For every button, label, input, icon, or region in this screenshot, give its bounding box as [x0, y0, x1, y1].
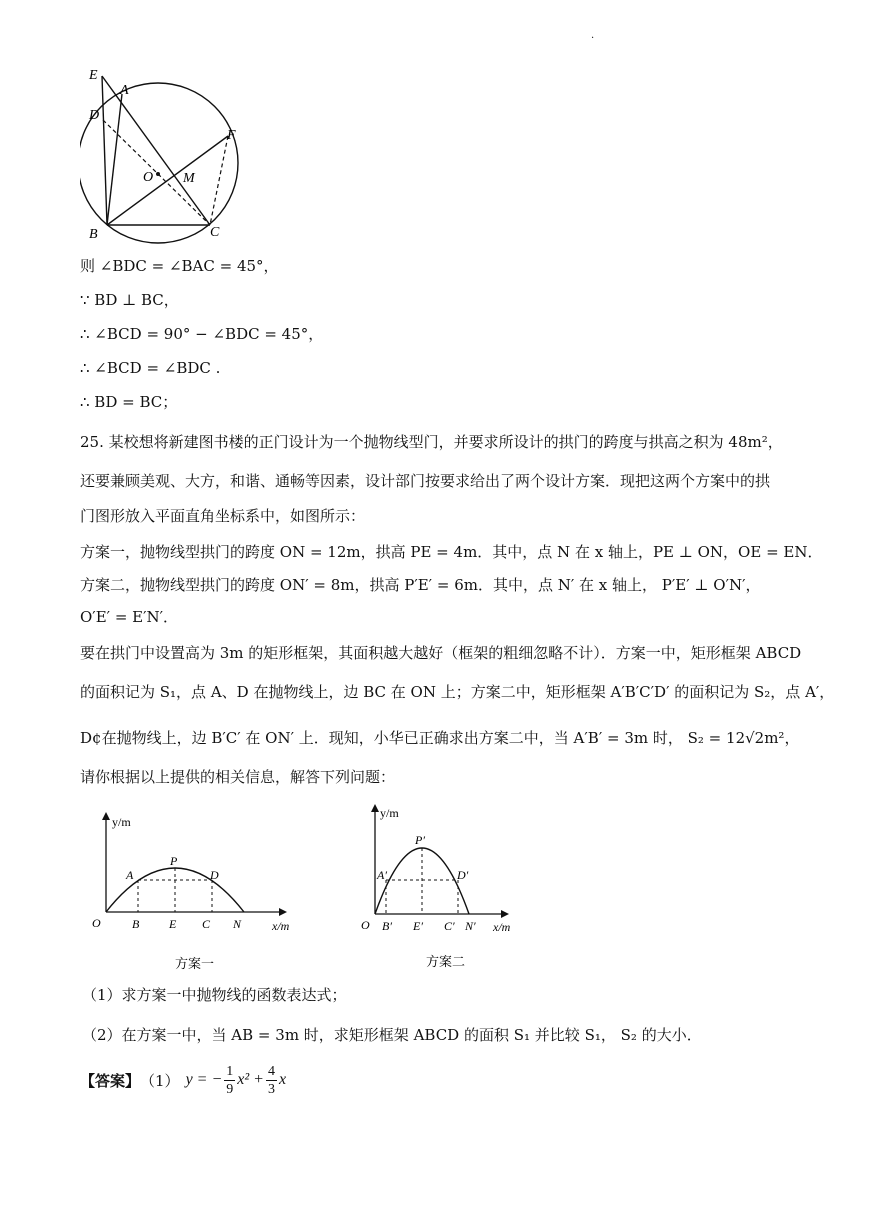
label-B: B	[89, 227, 98, 242]
header-dot: .	[591, 30, 595, 41]
point-D-prime: D′	[457, 868, 469, 882]
label-A: A	[120, 83, 129, 98]
answer-line	[80, 1057, 286, 1103]
fraction-two-denominator: 3	[267, 1081, 275, 1097]
x-axis-label: x/m	[272, 919, 290, 933]
x-axis-label: x/m	[493, 920, 511, 934]
question-2: （2）在方案一中，当 AB = 3m 时，求矩形框架 ABCD 的面积 S₁ 并比较 S₁， S₂ 的大小．	[82, 1026, 702, 1044]
label-M: M	[183, 171, 195, 186]
plan-two-a: 方案二，抛物线型拱门的跨度 ON′ = 8m，拱高 P′E′ = 6m．其中，点 N′ 在 x 轴上， P′E′ ⊥ O′N′，	[80, 576, 761, 594]
proof-line-4: ∴ ∠BCD = ∠BDC .	[80, 359, 221, 377]
fraction-one-numerator: 1	[226, 1063, 234, 1079]
origin-label: O	[361, 918, 370, 932]
label-O: O	[143, 170, 154, 185]
requirement-3: D¢在抛物线上，边 B′C′ 在 ON′ 上．现知，小华已正确求出方案二中，当 A′B′ = 3m 时， S₂ = 12√2m²，	[80, 729, 800, 747]
fraction-two	[266, 1063, 277, 1098]
answer-tail: x	[278, 1071, 287, 1088]
point-P-prime: P′	[415, 833, 425, 847]
question-1: （1）求方案一中抛物线的函数表达式；	[82, 986, 347, 1004]
answer-lhs: y = −	[185, 1071, 223, 1088]
y-axis-label: y/m	[112, 815, 131, 829]
proof-line-2: ∵ BD ⊥ BC，	[80, 291, 179, 309]
point-E: E	[169, 917, 177, 931]
point-B: B	[132, 917, 140, 931]
label-E: E	[89, 68, 98, 83]
point-C-prime: C′	[444, 919, 455, 933]
requirement-1: 要在拱门中设置高为 3m 的矩形框架，其面积越大越好（框架的粗细忽略不计）．方案一中，矩形框架 ABCD	[80, 644, 802, 662]
y-axis-label: y/m	[380, 806, 399, 820]
plan-two-b: O′E′ = E′N′．	[80, 608, 179, 626]
point-E-prime: E′	[413, 919, 423, 933]
point-N: N	[233, 917, 242, 931]
answer-label: 【答案】	[80, 1071, 141, 1090]
point-D: D	[210, 868, 219, 882]
label-D: D	[89, 108, 100, 123]
point-A-prime: A′	[377, 868, 387, 882]
point-P: P	[170, 854, 178, 868]
problem-line-1: 25. 某校想将新建图书楼的正门设计为一个抛物线型门，并要求所设计的拱门的跨度与拱高之积为 48m²，	[80, 433, 783, 451]
proof-line-3: ∴ ∠BCD = 90° − ∠BDC = 45°，	[80, 325, 324, 343]
graph-plan-two	[345, 798, 525, 973]
requirement-2: 的面积记为 S₁，点 A、D 在抛物线上，边 BC 在 ON 上；方案二中，矩形框架 A′B′C′D′ 的面积记为 S₂，点 A′，	[80, 683, 835, 701]
origin-label: O	[92, 916, 101, 930]
circle-figure	[80, 62, 255, 244]
requirement-4: 请你根据以上提供的相关信息，解答下列问题：	[80, 768, 396, 786]
caption-plan-one: 方案一	[175, 956, 215, 971]
plan-one: 方案一，抛物线型拱门的跨度 ON = 12m，拱高 PE = 4m．其中，点 N 在 x 轴上，PE ⊥ ON，OE = EN．	[80, 543, 823, 561]
problem-line-3: 门图形放入平面直角坐标系中，如图所示：	[80, 507, 366, 525]
graph-plan-one	[78, 808, 308, 978]
point-C: C	[202, 917, 211, 931]
fraction-two-numerator: 4	[267, 1063, 275, 1079]
fraction-one-denominator: 9	[226, 1081, 234, 1097]
answer-mid: x² +	[237, 1071, 264, 1088]
problem-line-2: 还要兼顾美观、大方，和谐、通畅等因素，设计部门按要求给出了两个设计方案．现把这两个方案中的拱	[80, 472, 771, 490]
label-F: F	[227, 128, 236, 143]
point-A: A	[126, 868, 134, 882]
point-B-prime: B′	[382, 919, 392, 933]
answer-part: （1）	[140, 1071, 180, 1090]
fraction-one	[224, 1063, 235, 1098]
proof-line-5: ∴ BD = BC；	[80, 393, 178, 411]
point-N-prime: N′	[465, 919, 476, 933]
label-C: C	[210, 225, 220, 240]
caption-plan-two: 方案二	[426, 954, 466, 969]
proof-line-1: 则 ∠BDC = ∠BAC = 45°，	[80, 257, 279, 275]
